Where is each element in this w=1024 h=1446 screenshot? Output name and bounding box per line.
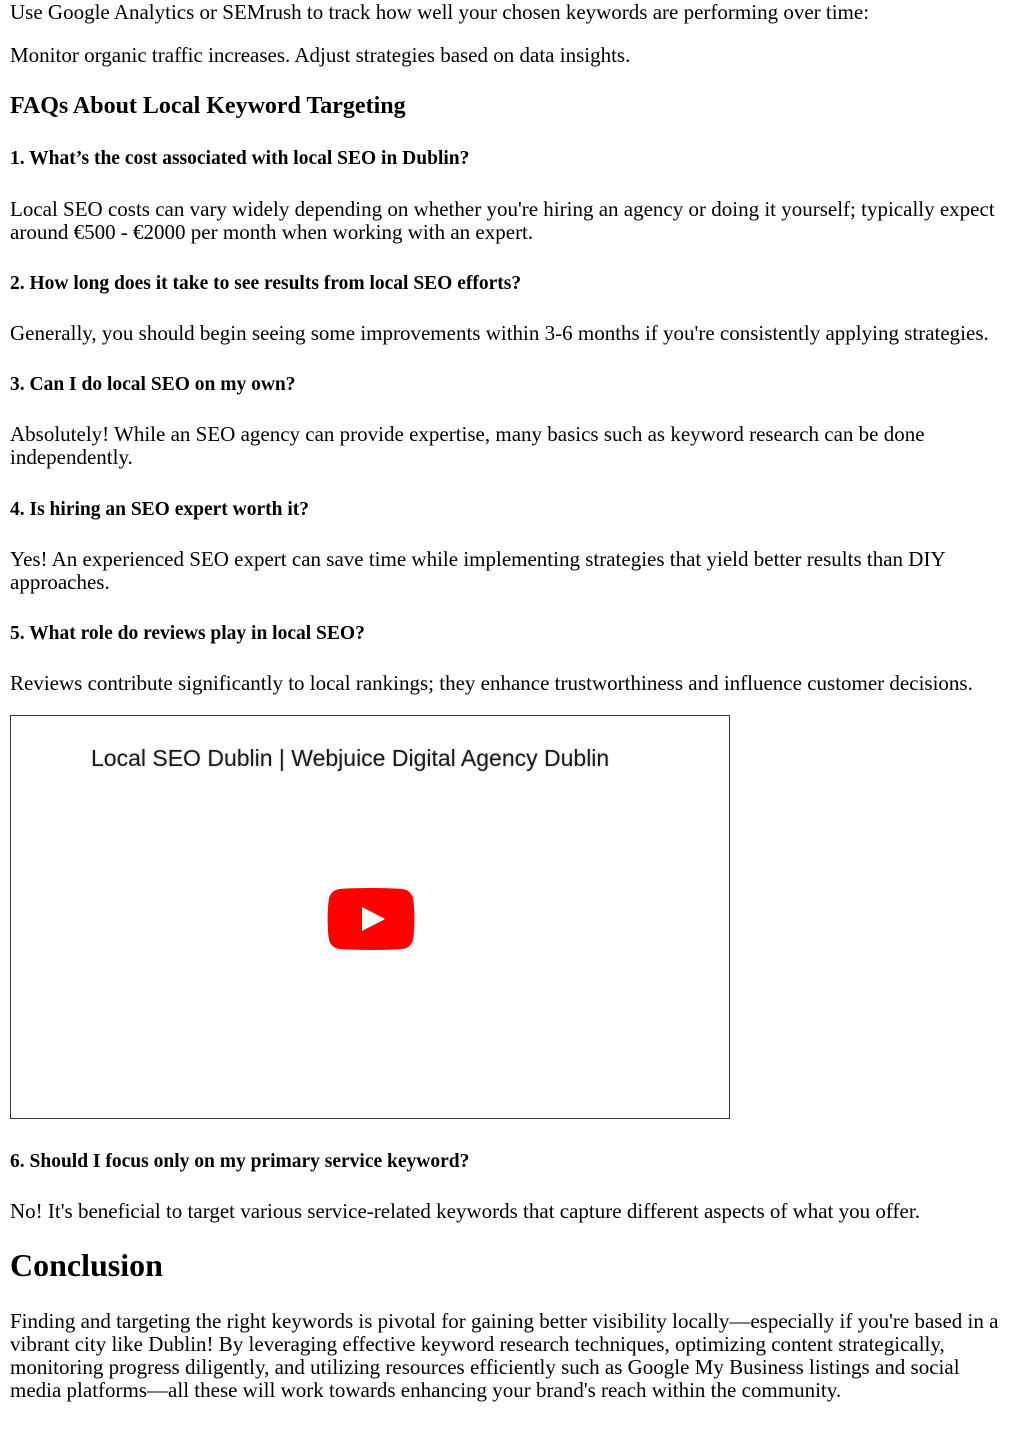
conclusion-heading: Conclusion <box>10 1247 163 1283</box>
faq-heading: FAQs About Local Keyword Targeting <box>10 93 406 119</box>
faq-question-1: 1. What’s the cost associated with local SEO in Dublin? <box>10 148 470 169</box>
faq-answer-4: Yes! An experienced SEO expert can save time while implementing strategies that yield better results than DIY approaches. <box>10 547 945 594</box>
faq-answer-1: Local SEO costs can vary widely depending on whether you're hiring an agency or doing it yourself; typically expect around €500 - €2000 per month when working with an expert. <box>10 197 995 244</box>
video-title[interactable]: Local SEO Dublin | Webjuice Digital Agency Dublin <box>91 745 610 771</box>
youtube-play-icon[interactable] <box>327 888 415 950</box>
conclusion-paragraph: Finding and targeting the right keywords is pivotal for gaining better visibility locally—especially if you're based in a vibrant city like Dublin! By leveraging effective keyword research techniques, optimizing content strategically, monitoring progress diligently, and utilizing resources efficiently such as Google My Business listings and social media platforms—all these will work towards enhancing your brand's reach within the community. <box>10 1309 999 1402</box>
intro-paragraph-monitor: Monitor organic traffic increases. Adjust strategies based on data insights. <box>10 43 631 67</box>
faq-answer-5: Reviews contribute significantly to local rankings; they enhance trustworthiness and influence customer decisions. <box>10 671 973 695</box>
faq-question-6: 6. Should I focus only on my primary service keyword? <box>10 1151 470 1172</box>
faq-answer-3: Absolutely! While an SEO agency can provide expertise, many basics such as keyword research can be done independently. <box>10 422 925 469</box>
faq-question-4: 4. Is hiring an SEO expert worth it? <box>10 499 310 520</box>
faq-question-2: 2. How long does it take to see results from local SEO efforts? <box>10 273 522 294</box>
intro-paragraph-tracking: Use Google Analytics or SEMrush to track how well your chosen keywords are performing over time: <box>10 0 870 24</box>
youtube-video-embed[interactable] <box>10 715 730 1119</box>
faq-answer-6: No! It's beneficial to target various service-related keywords that capture different aspects of what you offer. <box>10 1199 920 1223</box>
faq-question-3: 3. Can I do local SEO on my own? <box>10 374 296 395</box>
faq-answer-2: Generally, you should begin seeing some improvements within 3-6 months if you're consistently applying strategies. <box>10 321 989 345</box>
faq-question-5: 5. What role do reviews play in local SEO? <box>10 623 365 644</box>
